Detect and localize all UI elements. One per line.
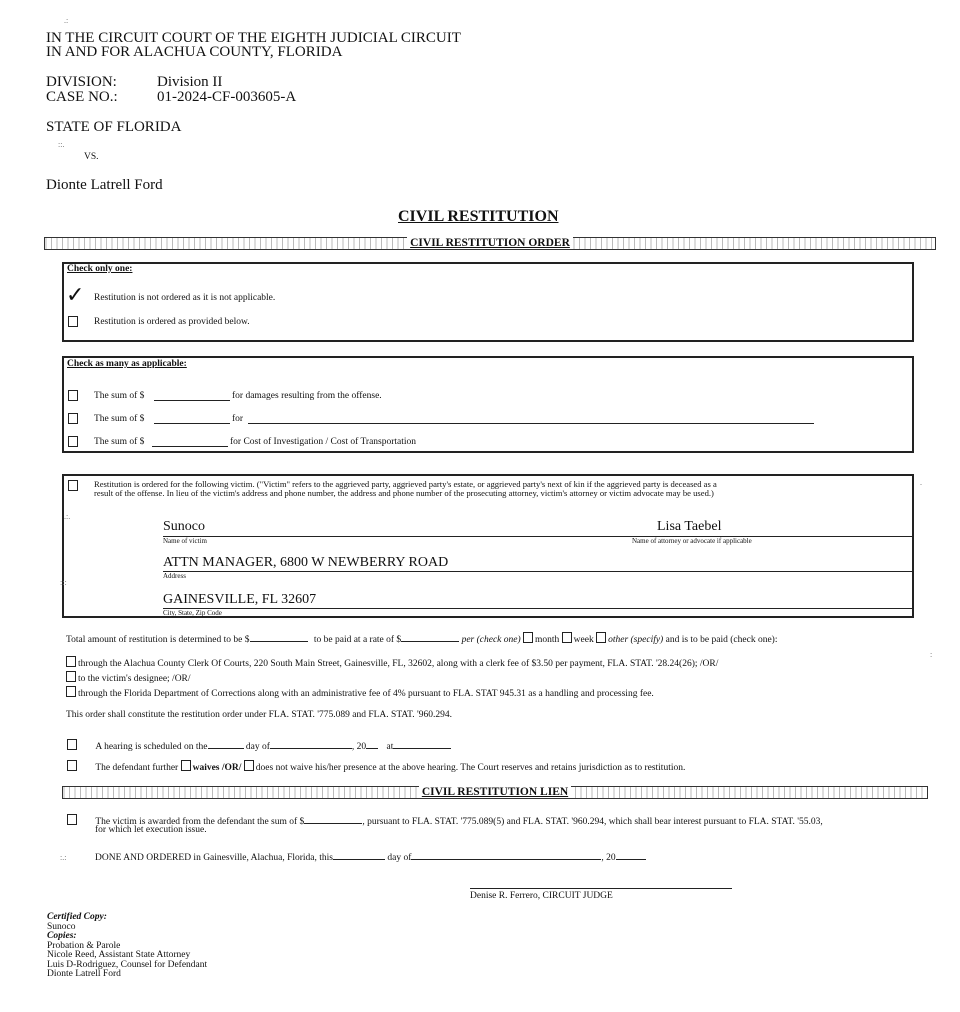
victim-address: ATTN MANAGER, 6800 W NEWBERRY ROAD <box>163 555 449 570</box>
checkmark-icon[interactable]: ✓ <box>66 282 85 307</box>
scan-speck: . <box>920 478 922 487</box>
damages-checkbox[interactable] <box>68 390 80 404</box>
pay-designee-checkbox[interactable] <box>66 671 76 682</box>
waiver-text-a: The defendant further <box>95 763 179 773</box>
victim-name-line <box>163 536 913 537</box>
waiver-checkbox[interactable] <box>67 760 77 771</box>
hearing-checkbox[interactable] <box>67 739 77 750</box>
certified-copy-recipient: Sunoco <box>47 921 76 932</box>
damages-sum-label: The sum of $ <box>94 391 145 401</box>
victim-city-line <box>163 608 913 609</box>
hearing-line <box>67 738 451 753</box>
order-bar-label: CIVIL RESTITUTION ORDER <box>407 237 573 249</box>
month-checkbox[interactable] <box>523 632 533 643</box>
hearing-text-c: , 20 <box>351 742 367 752</box>
division-label: DIVISION: <box>46 74 117 90</box>
check-one-box <box>62 262 914 342</box>
done-text-c: , 20 <box>601 853 616 863</box>
lien-text-c: for which let execution issue. <box>95 825 207 835</box>
copy-recipient: Probation & Parole <box>47 940 121 951</box>
victim-address-label: Address <box>163 572 186 580</box>
done-year-blank[interactable] <box>616 849 646 860</box>
done-day-blank[interactable] <box>333 849 385 860</box>
option-ordered-checkbox[interactable] <box>68 316 80 330</box>
attorney-name: Lisa Taebel <box>657 519 722 534</box>
option-not-ordered: Restitution is not ordered as it is not applicable. <box>94 293 276 303</box>
other-sum-purpose-line[interactable] <box>248 413 814 424</box>
pay-designee-text: to the victim's designee; /OR/ <box>78 674 191 684</box>
damages-text: for damages resulting from the offense. <box>232 391 382 401</box>
lien-bar-label: CIVIL RESTITUTION LIEN <box>419 786 571 798</box>
scan-speck: ::: <box>60 578 67 587</box>
check-many-header: Check as many as applicable: <box>67 359 187 369</box>
copy-recipient: Luis D-Rodriguez, Counsel for Defendant <box>47 959 208 970</box>
done-month-blank[interactable] <box>411 849 601 860</box>
done-text-a: DONE AND ORDERED in Gainesville, Alachua, Florida, this <box>95 853 334 863</box>
pay-clerk-checkbox[interactable] <box>66 656 76 667</box>
victim-checkbox[interactable] <box>68 480 80 494</box>
lien-amount-blank[interactable] <box>304 813 362 824</box>
order-bar <box>44 237 936 250</box>
other-sum-label: The sum of $ <box>94 414 145 424</box>
pay-doc-option <box>66 686 654 700</box>
order-constitutes: This order shall constitute the restitution order under FLA. STAT. '775.089 and FLA. STAT. '960.294. <box>66 710 452 720</box>
division-value: Division II <box>157 74 223 90</box>
certified-copy-label: Certified Copy: <box>47 912 107 922</box>
lien-bar <box>62 786 928 799</box>
court-name-line2: IN AND FOR ALACHUA COUNTY, FLORIDA <box>46 44 343 60</box>
plaintiff: STATE OF FLORIDA <box>46 119 182 135</box>
pay-doc-checkbox[interactable] <box>66 686 76 697</box>
document-title: CIVIL RESTITUTION <box>398 208 559 225</box>
hearing-text-d: at <box>386 742 394 752</box>
victim-name: Sunoco <box>163 519 205 534</box>
versus: VS. <box>84 152 99 162</box>
waiver-text-b: waives /OR/ <box>192 763 242 773</box>
hearing-month-blank[interactable] <box>270 738 352 749</box>
victim-box <box>62 474 914 618</box>
option-ordered: Restitution is ordered as provided below. <box>94 317 250 327</box>
court-name-line1: IN THE CIRCUIT COURT OF THE EIGHTH JUDICIAL CIRCUIT <box>46 30 461 46</box>
copy-recipient: Nicole Reed, Assistant State Attorney <box>47 950 191 960</box>
defendant: Dionte Latrell Ford <box>46 177 163 193</box>
done-line <box>95 849 646 864</box>
per-label: per (check one) <box>461 635 521 645</box>
attorney-name-label: Name of attorney or advocate if applicable <box>632 537 752 545</box>
check-one-header: Check only one: <box>67 264 133 274</box>
hearing-day-blank[interactable] <box>208 738 244 749</box>
judge-name: Denise R. Ferrero, CIRCUIT JUDGE <box>470 891 613 901</box>
paid-how-label: and is to be paid (check one): <box>665 635 778 645</box>
hearing-text-a: A hearing is scheduled on the <box>95 742 208 752</box>
scan-speck: .: <box>64 16 69 25</box>
month-label: month <box>535 635 560 645</box>
done-text-b: day of <box>387 853 412 863</box>
victim-city: GAINESVILLE, FL 32607 <box>163 592 317 607</box>
victim-address-line <box>163 571 913 572</box>
signature-line <box>470 888 732 889</box>
investigation-text: for Cost of Investigation / Cost of Transportation <box>230 437 417 447</box>
copies-label: Copies: <box>47 931 77 941</box>
lien-checkbox[interactable] <box>67 814 77 825</box>
check-many-box <box>62 356 914 453</box>
case-number-value: 01-2024-CF-003605-A <box>157 89 297 105</box>
victim-intro-line2: result of the offense. In lieu of the victim's address and phone number, the address and phone number of the prosecuting attorney, victim's attorney or victim advocate may be used.) <box>94 488 714 498</box>
investigation-amount-line[interactable] <box>152 436 228 447</box>
week-label: week <box>573 635 594 645</box>
victim-city-label: City, State, Zip Code <box>163 609 222 617</box>
pay-doc-text: through the Florida Department of Corrections along with an administrative fee of 4% pursuant to FLA. STAT 945.31 as a handling and processing fee. <box>78 689 654 699</box>
other-sum-checkbox[interactable] <box>68 413 80 427</box>
other-period-label: other (specify) <box>608 635 664 645</box>
pay-clerk-text: through the Alachua County Clerk Of Courts, 220 South Main Street, Gainesville, FL, 32602, along with a clerk fee of $3.50 per payment, FLA. STAT. '28.24(26); /OR/ <box>78 659 719 669</box>
total-amount-blank[interactable] <box>250 631 308 642</box>
payment-line <box>66 631 777 646</box>
does-not-waive-checkbox[interactable] <box>244 760 254 771</box>
scan-speck: .:. <box>64 512 71 521</box>
scan-speck: ::. <box>58 140 65 149</box>
lien-text-a: The victim is awarded from the defendant the sum of $ <box>95 817 305 827</box>
victim-intro-line1: Restitution is ordered for the following victim. ("Victim" refers to the aggrieved party, aggrieved party's estate, or aggrieved party's next of kin if the aggrieved party is deceased as a <box>94 479 717 489</box>
hearing-time-blank[interactable] <box>393 738 451 749</box>
pay-clerk-option <box>66 656 718 670</box>
hearing-year-blank[interactable] <box>366 738 378 749</box>
lien-text-b: , pursuant to FLA. STAT. '775.089(5) and FLA. STAT. '960.294, which shall bear interest pursuant to FLA. STAT. '55.03, <box>362 817 823 827</box>
other-sum-for: for <box>232 414 244 424</box>
copy-recipient: Dionte Latrell Ford <box>47 969 121 979</box>
week-checkbox[interactable] <box>562 632 572 643</box>
waiver-text-c: does not waive his/her presence at the above hearing. The Court reserves and retains jurisdiction as to restitution. <box>255 763 686 773</box>
copies-block <box>47 913 207 980</box>
hearing-text-b: day of <box>245 742 270 752</box>
pay-designee-option <box>66 671 191 685</box>
rate-label: to be paid at a rate of $ <box>313 635 402 645</box>
victim-name-label: Name of victim <box>163 537 207 545</box>
waiver-line <box>67 760 685 774</box>
case-number-label: CASE NO.: <box>46 89 118 105</box>
investigation-checkbox[interactable] <box>68 436 80 450</box>
rate-blank[interactable] <box>401 631 459 642</box>
other-period-checkbox[interactable] <box>596 632 606 643</box>
scan-speck: :.: <box>60 853 67 862</box>
other-sum-amount-line[interactable] <box>154 413 230 424</box>
waives-checkbox[interactable] <box>181 760 191 771</box>
damages-amount-line[interactable] <box>154 390 230 401</box>
investigation-sum-label: The sum of $ <box>94 437 145 447</box>
total-amount-label: Total amount of restitution is determined to be $ <box>66 635 250 645</box>
scan-speck: : <box>930 650 933 659</box>
